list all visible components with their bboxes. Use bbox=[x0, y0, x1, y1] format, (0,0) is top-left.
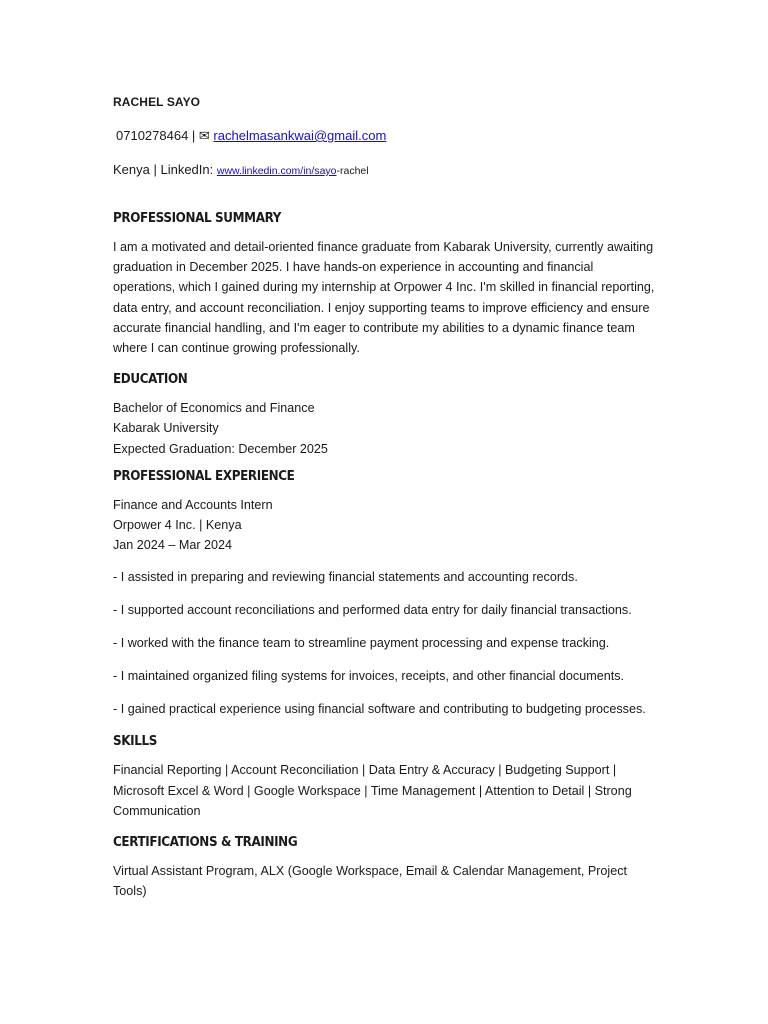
email-link[interactable]: rachelmasankwai@gmail.com bbox=[213, 128, 387, 143]
contact-line-phone-email bbox=[113, 126, 658, 146]
experience-header-block bbox=[113, 495, 658, 556]
experience-bullet: - I worked with the finance team to streamline payment processing and expense tracking. bbox=[113, 636, 610, 651]
experience-role: Finance and Accounts Intern bbox=[113, 497, 273, 512]
experience-company: Orpower 4 Inc. | Kenya bbox=[113, 518, 242, 533]
skills-heading: SKILLS bbox=[113, 734, 157, 750]
candidate-name: RACHEL SAYO bbox=[113, 95, 201, 109]
linkedin-link[interactable]: www.linkedin.com/in/sayo bbox=[216, 165, 337, 177]
resume-page bbox=[113, 92, 658, 901]
certifications-text: Virtual Assistant Program, ALX (Google Workspace, Email & Calendar Management, Project Tools) bbox=[113, 864, 628, 899]
contact-separator: | ✉ bbox=[188, 128, 214, 143]
experience-bullet: - I assisted in preparing and reviewing financial statements and accounting records. bbox=[113, 570, 578, 585]
phone-number: 0710278464 bbox=[116, 128, 189, 143]
education-graduation: Expected Graduation: December 2025 bbox=[113, 441, 328, 456]
skills-text: Financial Reporting | Account Reconciliation | Data Entry & Accuracy | Budgeting Support | Microsoft Excel & Word | Google Workspace | Time Management | Attention to Detail | Strong Communication bbox=[113, 763, 632, 818]
contact-line-location-linkedin bbox=[113, 160, 658, 181]
experience-bullet: - I supported account reconciliations and performed data entry for daily financial transactions. bbox=[113, 603, 632, 618]
education-school: Kabarak University bbox=[113, 421, 219, 436]
experience-dates: Jan 2024 – Mar 2024 bbox=[113, 538, 233, 553]
education-block bbox=[113, 398, 658, 459]
education-heading: EDUCATION bbox=[113, 372, 188, 388]
experience-heading: PROFESSIONAL EXPERIENCE bbox=[113, 468, 295, 484]
linkedin-rest: -rachel bbox=[336, 165, 369, 177]
summary-heading: PROFESSIONAL SUMMARY bbox=[113, 211, 282, 226]
experience-bullet: - I gained practical experience using financial software and contributing to budgeting processes. bbox=[113, 702, 646, 717]
certifications-heading: CERTIFICATIONS & TRAINING bbox=[113, 835, 298, 851]
education-degree: Bachelor of Economics and Finance bbox=[113, 401, 315, 416]
experience-bullets bbox=[113, 567, 658, 719]
location: Kenya bbox=[113, 162, 150, 177]
linkedin-label: | LinkedIn: bbox=[149, 162, 217, 177]
experience-bullet: - I maintained organized filing systems for invoices, receipts, and other financial documents. bbox=[113, 669, 624, 684]
summary-text: I am a motivated and detail-oriented finance graduate from Kabarak University, currently awaiting graduation in December 2025. I have hands-on experience in accounting and financial operations, which I gained during my internship at Orpower 4 Inc. I'm skilled in financial reporting, data entry, and account reconciliation. I enjoy supporting teams to improve efficiency and ensure accurate financial handling, and I'm eager to contribute my abilities to a dynamic finance team where I can continue growing professionally. bbox=[113, 240, 655, 356]
